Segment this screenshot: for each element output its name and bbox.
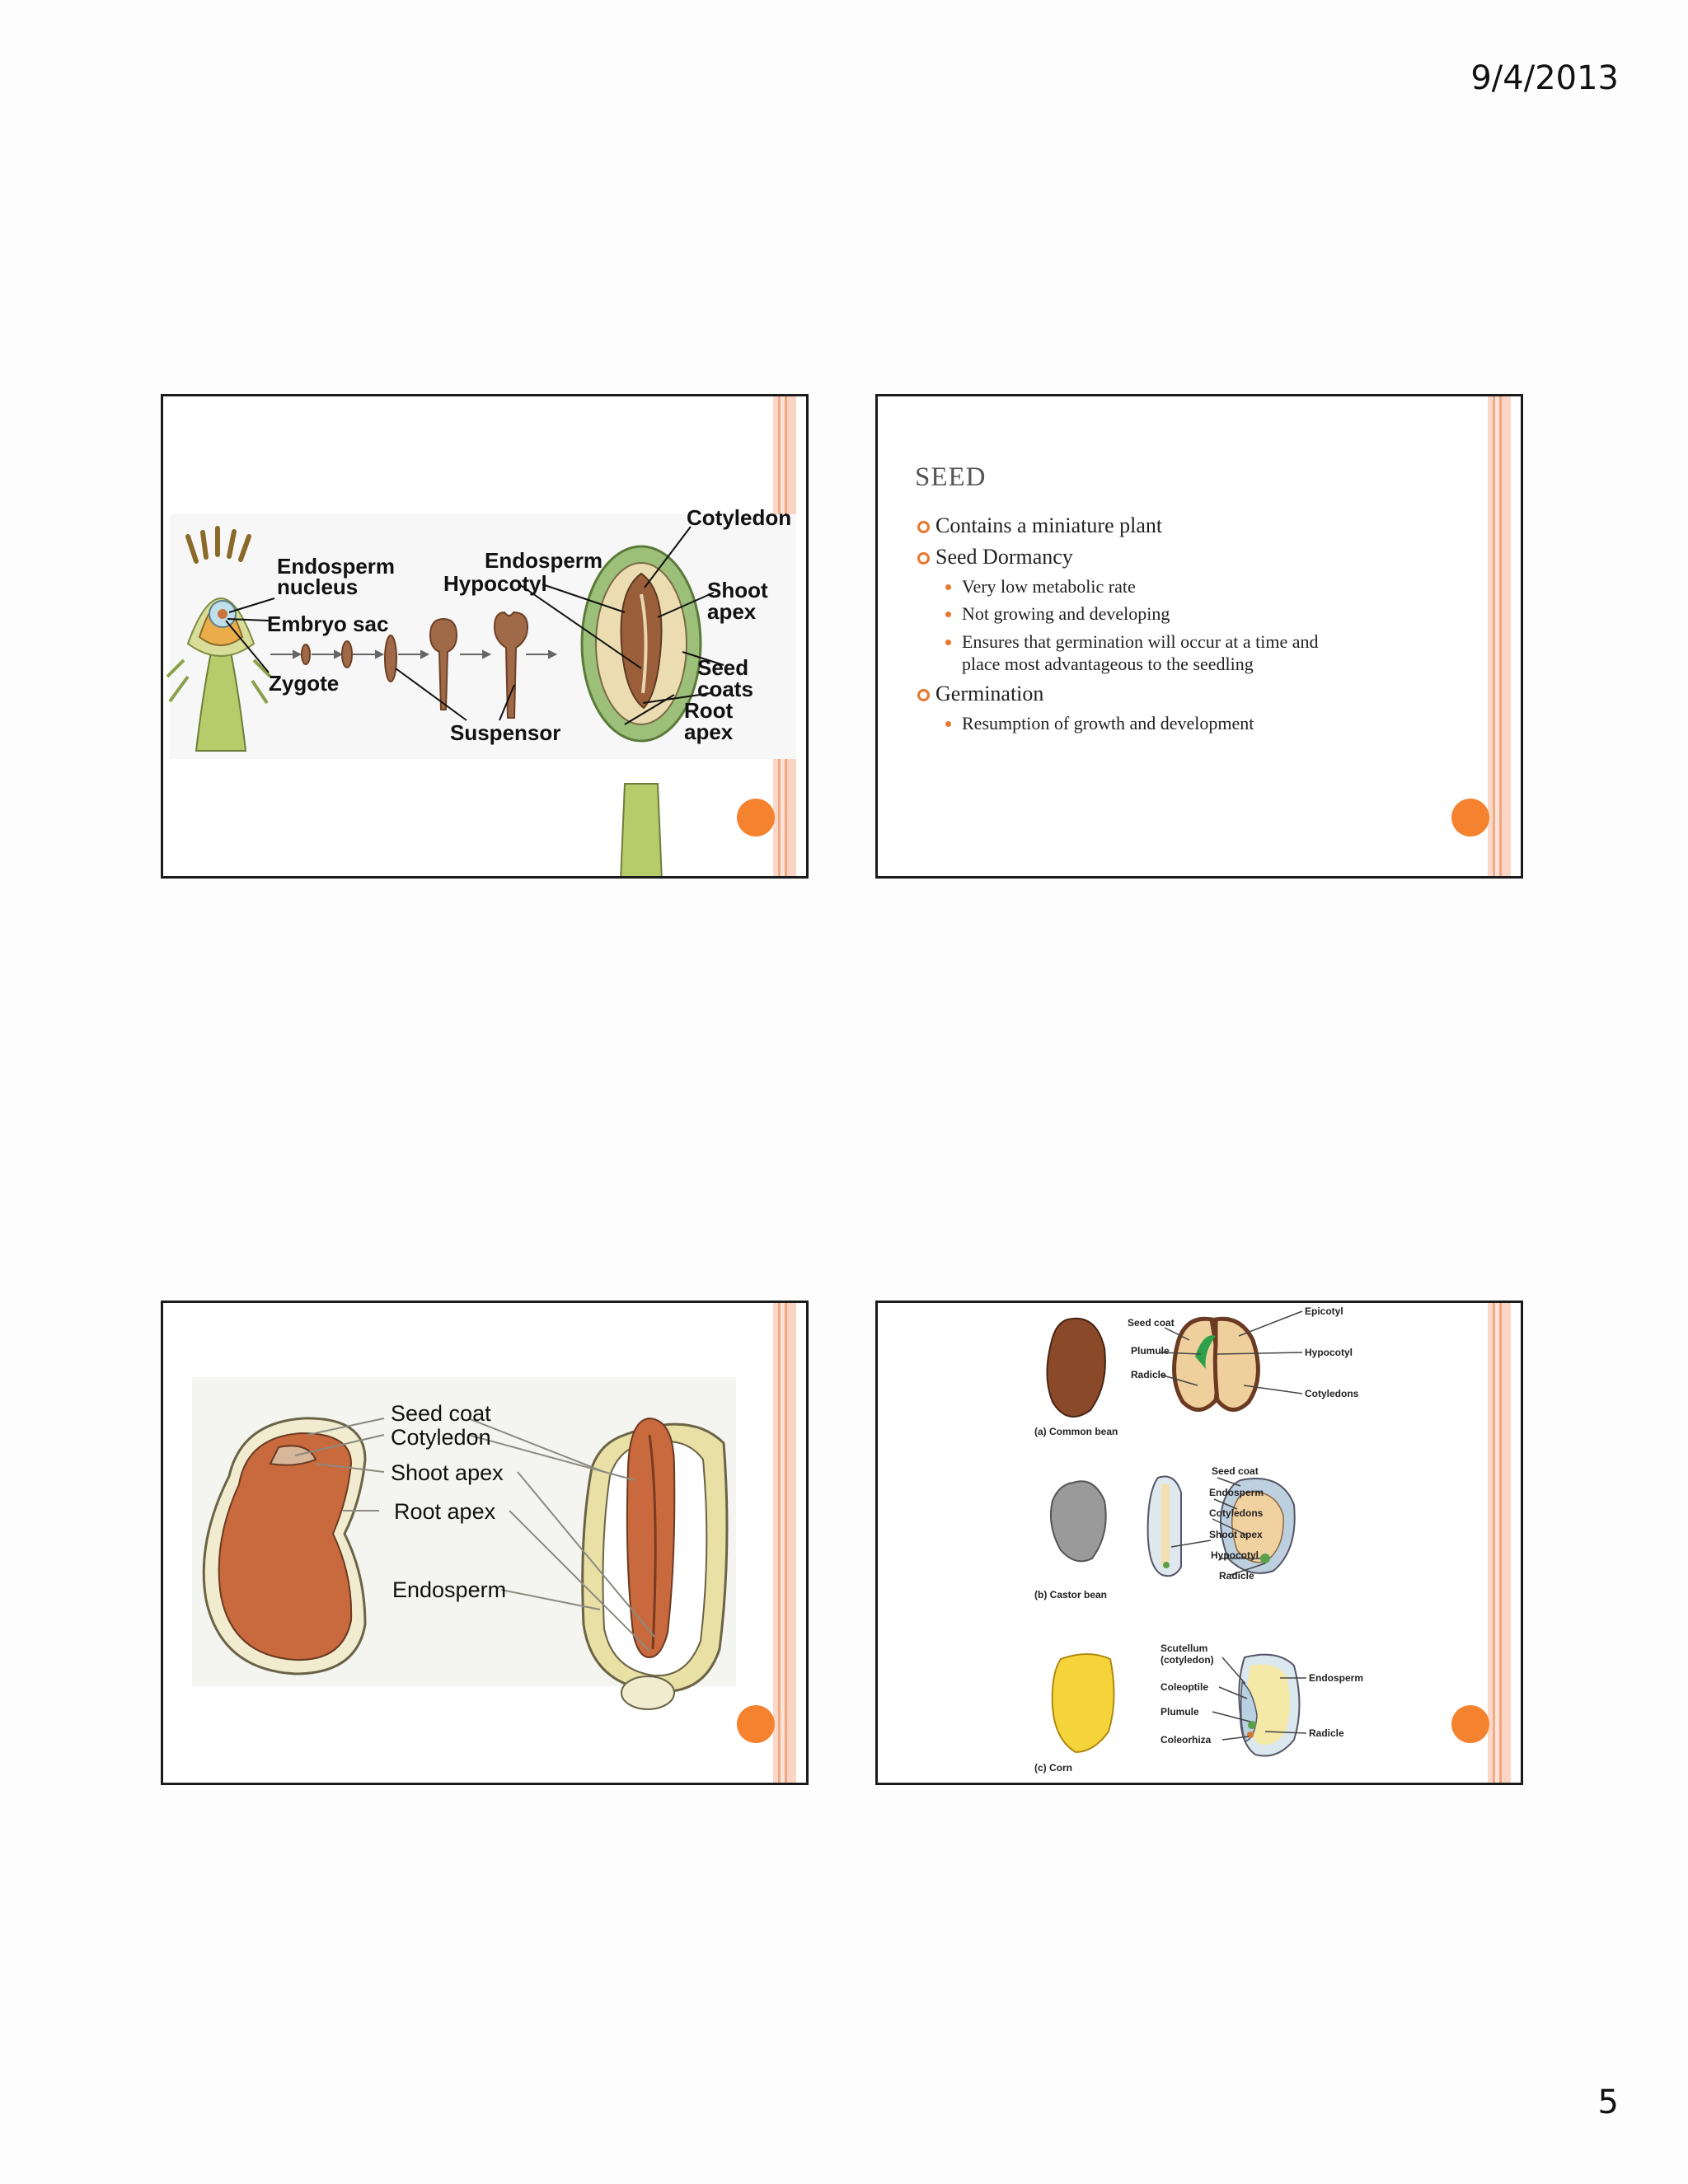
bullet-text: Seed Dormancy <box>935 545 1073 569</box>
label-corn-scutellum-2: (cotyledon) <box>1160 1654 1214 1666</box>
label-bean-epicotyl: Epicotyl <box>1305 1305 1343 1317</box>
label-castor-seed-coat: Seed coat <box>1212 1465 1259 1477</box>
slide-seed-text <box>875 394 1523 879</box>
label-shoot-apex-1: Shoot <box>707 578 768 602</box>
slide-seed-types <box>875 1301 1523 1785</box>
bullet-ring-icon <box>917 689 930 701</box>
label-endosperm: Endosperm <box>392 1577 507 1602</box>
bullet-text: Germination <box>935 682 1044 705</box>
slide-decor-dot <box>737 1705 775 1743</box>
label-cotyledon: Cotyledon <box>687 505 792 530</box>
label-castor-cotyledons: Cotyledons <box>1209 1507 1264 1519</box>
label-endosperm: Endosperm <box>485 548 603 573</box>
caption-common-bean: (a) Common bean <box>1034 1426 1118 1437</box>
bullet-miniature-plant <box>935 513 1162 538</box>
label-cotyledon: Cotyledon <box>391 1425 491 1450</box>
label-seed-coats-2: coats <box>697 677 753 701</box>
sub-bullet-dot-icon <box>945 640 951 645</box>
caption-corn: (c) Corn <box>1034 1762 1072 1774</box>
sub-bullet <box>962 630 1319 654</box>
sub-bullet-text: Resumption of growth and development <box>962 713 1254 733</box>
sub-bullet-text: Very low metabolic rate <box>962 576 1136 597</box>
seed-anatomy-figure <box>163 1303 809 1785</box>
label-corn-endosperm: Endosperm <box>1309 1672 1364 1684</box>
sub-bullet <box>962 602 1170 626</box>
label-corn-scutellum-1: Scutellum <box>1160 1643 1208 1654</box>
bullet-ring-icon <box>917 521 930 533</box>
slide-embryo-development <box>161 394 809 879</box>
sub-bullet <box>962 712 1254 735</box>
label-corn-radicle: Radicle <box>1309 1727 1344 1739</box>
bullet-text: Contains a miniature plant <box>935 513 1163 537</box>
label-hypocotyl: Hypocotyl <box>443 571 547 596</box>
label-root-apex: Root apex <box>394 1499 496 1524</box>
label-corn-coleoptile: Coleoptile <box>1160 1681 1209 1693</box>
sub-bullet-text: place most advantageous to the seedling <box>962 654 1254 674</box>
slide-seed-anatomy <box>161 1301 809 1785</box>
label-seed-coats-1: Seed <box>697 655 749 680</box>
sub-bullet-dot-icon <box>945 612 951 617</box>
sub-bullet-dot-icon <box>945 584 951 590</box>
label-suspensor: Suspensor <box>450 720 561 745</box>
slide-title: SEED <box>915 462 987 492</box>
page-date: 9/4/2013 <box>1470 59 1619 97</box>
label-root-apex-2: apex <box>684 719 734 744</box>
label-zygote: Zygote <box>269 671 340 696</box>
sub-bullet-text: Not growing and developing <box>962 603 1170 624</box>
label-endosperm-nucleus-2: nucleus <box>277 574 359 599</box>
slide-decor-dot <box>737 799 775 837</box>
sub-bullet <box>962 575 1136 598</box>
common-bean-drawing <box>1047 1319 1258 1417</box>
caption-castor-bean: (b) Castor bean <box>1034 1589 1108 1601</box>
sub-bullet-dot-icon <box>945 721 951 727</box>
label-corn-plumule: Plumule <box>1160 1706 1199 1718</box>
slide-decor-stripe <box>1488 396 1511 876</box>
page-number: 5 <box>1597 2083 1619 2121</box>
label-corn-coleorhiza: Coleorhiza <box>1160 1734 1212 1746</box>
bullet-germination <box>935 682 1043 706</box>
slide-decor-dot <box>1451 1705 1489 1743</box>
label-bean-cotyledons: Cotyledons <box>1305 1388 1359 1399</box>
slide-decor-dot <box>1451 799 1489 837</box>
label-embryo-sac: Embryo sac <box>267 612 389 636</box>
label-bean-seed-coat: Seed coat <box>1128 1317 1175 1329</box>
bean-section-drawing <box>583 1418 727 1709</box>
label-endosperm-nucleus-1: Endosperm <box>277 554 396 579</box>
mature-seed-drawing <box>582 546 701 879</box>
label-castor-endosperm: Endosperm <box>1209 1487 1264 1498</box>
label-bean-hypocotyl: Hypocotyl <box>1305 1347 1353 1358</box>
label-bean-radicle: Radicle <box>1131 1369 1166 1380</box>
label-bean-plumule: Plumule <box>1131 1345 1170 1357</box>
label-castor-hypocotyl: Hypocotyl <box>1211 1549 1259 1561</box>
label-castor-radicle: Radicle <box>1219 1570 1254 1582</box>
bullet-seed-dormancy <box>935 545 1073 569</box>
label-shoot-apex: Shoot apex <box>391 1460 504 1485</box>
label-castor-shoot-apex: Shoot apex <box>1209 1529 1263 1540</box>
bullet-ring-icon <box>917 552 930 565</box>
embryo-development-figure <box>163 396 809 879</box>
seed-types-figure <box>878 1303 1523 1785</box>
label-shoot-apex-2: apex <box>707 599 757 624</box>
label-root-apex-1: Root <box>684 698 734 723</box>
sub-bullet-text: Ensures that germination will occur at a time and <box>962 631 1319 652</box>
label-seed-coat: Seed coat <box>391 1401 491 1426</box>
sub-bullet-continuation <box>962 653 1254 676</box>
